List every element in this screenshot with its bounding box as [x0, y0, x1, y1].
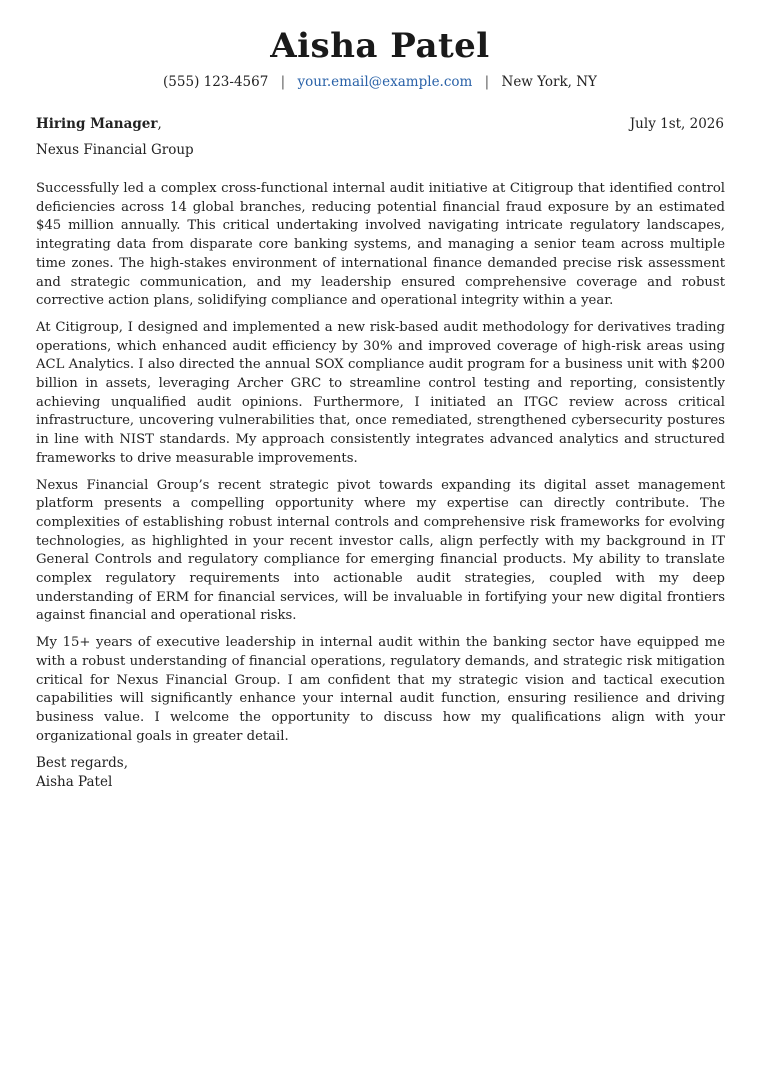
- recipient-name: Hiring Manager: [36, 116, 158, 132]
- recipient-name-suffix: ,: [157, 116, 162, 132]
- closing-signature: Aisha Patel: [36, 774, 113, 791]
- body-paragraph: At Citigroup, I designed and implemented a new risk-based audit methodology for derivatives trading operations, which enhanced audit efficiency by 30% and improved coverage of high-risk areas using ACL Analytics. I also directed the annual SOX compliance audit program for a business unit with $200 billion in assets, leveraging Archer GRC to streamline control testing and reporting, consistently achieving unqualified audit opinions. Furthermore, I initiated an ITGC review across critical infrastructure, uncovering vulnerabilities that, once remediated, strengthened cybersecurity postures in line with NIST standards. My approach consistently integrates advanced analytics and structured frameworks to drive measurable improvements.: [36, 319, 725, 466]
- recipient-line: [36, 116, 162, 132]
- contact-separator: |: [484, 74, 490, 90]
- email-link[interactable]: your.email@example.com: [297, 74, 473, 90]
- applicant-name: Aisha Patel: [270, 26, 490, 66]
- location: New York, NY: [501, 74, 597, 90]
- body-paragraph: Successfully led a complex cross-functional internal audit initiative at Citigroup that identified control deficiencies across 14 global branches, reducing potential financial fraud exposure by an estimated $45 million annually. This critical undertaking involved navigating intricate regulatory landscapes, integrating data from disparate core banking systems, and managing a senior team across multiple time zones. The high-stakes environment of international finance demanded precise risk assessment and strategic communication, and my leadership ensured comprehensive coverage and robust corrective action plans, solidifying compliance and operational integrity within a year.: [36, 181, 725, 309]
- closing-salutation: Best regards,: [36, 755, 129, 772]
- body-paragraph: Nexus Financial Group’s recent strategic pivot towards expanding its digital asset management platform presents a compelling opportunity where my expertise can directly contribute. The complexities of establishing robust internal controls and comprehensive risk frameworks for evolving technologies, as highlighted in your recent investor calls, align perfectly with my background in IT General Controls and regulatory compliance for emerging financial products. My ability to translate complex regulatory requirements into actionable audit strategies, coupled with my deep understanding of ERM for financial services, will be invaluable in fortifying your new digital frontiers against financial and operational risks.: [36, 477, 725, 624]
- recipient-date-row: [36, 116, 724, 132]
- contact-line: [0, 74, 760, 90]
- closing-block: [36, 754, 725, 791]
- body-paragraph: My 15+ years of executive leadership in internal audit within the banking sector have equipped me with a robust understanding of financial operations, regulatory demands, and strategic risk mitigation critical for Nexus Financial Group. I am confident that my strategic vision and tactical execution capabilities will significantly enhance your internal audit function, ensuring resilience and driving business value. I welcome the opportunity to discuss how my qualifications align with your organizational goals in greater detail.: [36, 635, 725, 744]
- phone-number: (555) 123-4567: [163, 74, 269, 90]
- letter-date: July 1st, 2026: [629, 116, 724, 132]
- recipient-company: Nexus Financial Group: [36, 142, 194, 158]
- contact-separator: |: [280, 74, 286, 90]
- letter-body: [36, 180, 725, 792]
